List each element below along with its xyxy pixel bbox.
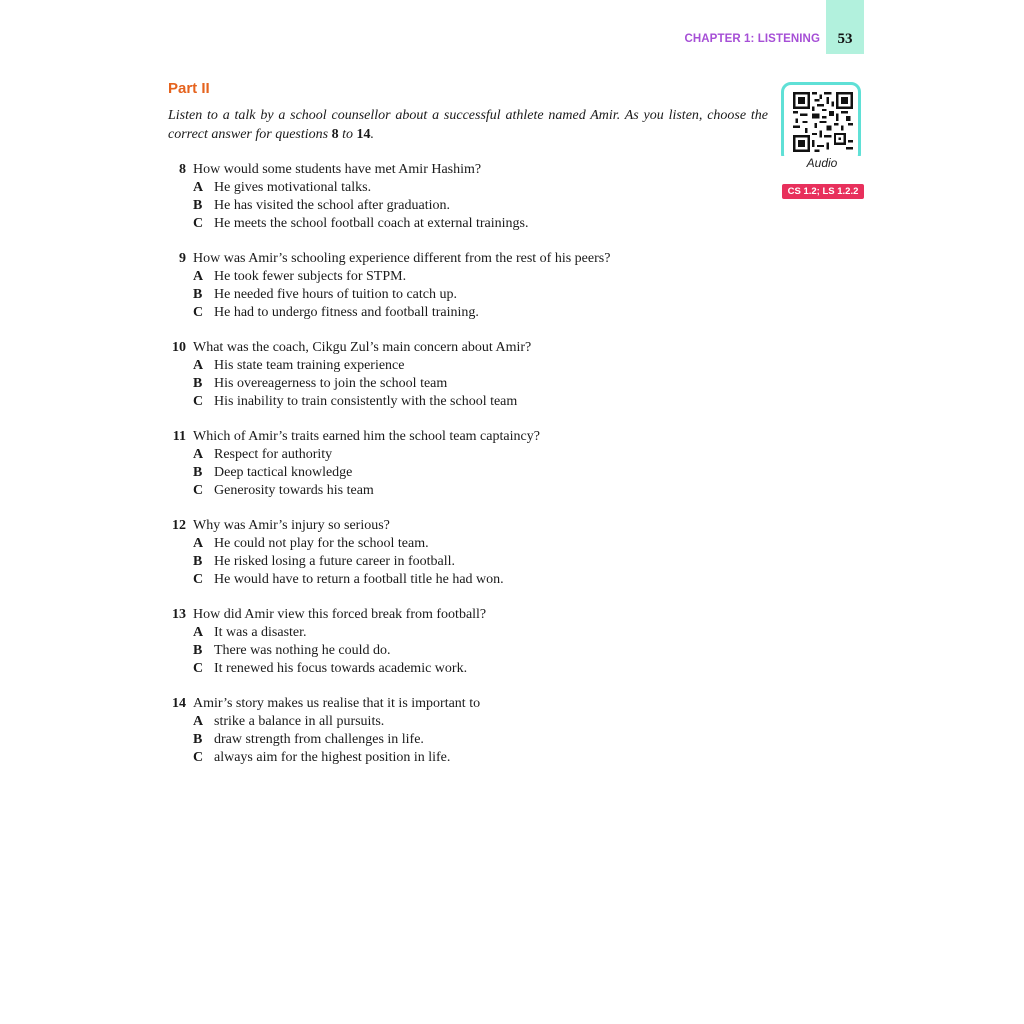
option-text: His overeagerness to join the school team: [214, 376, 448, 391]
option-text: There was nothing he could do.: [214, 643, 391, 658]
option-a: [168, 446, 768, 464]
option-text: He meets the school football coach at external trainings.: [214, 216, 529, 231]
question-number: 10: [172, 340, 186, 355]
option-text: He had to undergo fitness and football training.: [214, 305, 479, 320]
option-letter: C: [193, 750, 204, 765]
option-c: [168, 571, 768, 589]
question-14: [168, 695, 768, 767]
option-a: [168, 713, 768, 731]
option-text: He risked losing a future career in football.: [214, 554, 456, 569]
question-text: Amir’s story makes us realise that it is important to: [193, 696, 481, 711]
option-c: [168, 304, 768, 322]
option-letter: C: [193, 661, 204, 676]
option-letter: A: [193, 180, 204, 195]
question-text: What was the coach, Cikgu Zul’s main concern about Amir?: [193, 340, 532, 355]
question-text: How was Amir’s schooling experience different from the rest of his peers?: [193, 251, 611, 266]
range-start: 8: [331, 126, 339, 142]
option-letter: A: [193, 447, 204, 462]
option-text: His state team training experience: [214, 358, 405, 373]
option-letter: A: [193, 269, 204, 284]
instructions-text: Listen to a talk by a school counsellor about a successful athlete named Amir. As you listen, choose the correct answer for questions: [168, 108, 768, 142]
curriculum-standard-badge: CS 1.2; LS 1.2.2: [782, 184, 864, 199]
option-letter: C: [193, 483, 204, 498]
option-c: [168, 393, 768, 411]
option-a: [168, 179, 768, 197]
range-end: 14: [356, 126, 371, 142]
option-text: He needed five hours of tuition to catch up.: [214, 287, 457, 302]
question-text: How would some students have met Amir Hashim?: [193, 162, 482, 177]
option-text: He gives motivational talks.: [214, 180, 372, 195]
option-text: It renewed his focus towards academic work.: [214, 661, 468, 676]
option-letter: A: [193, 536, 204, 551]
option-letter: C: [193, 305, 204, 320]
option-text: He took fewer subjects for STPM.: [214, 269, 407, 284]
option-text: draw strength from challenges in life.: [214, 732, 424, 747]
chapter-heading: CHAPTER 1: LISTENING: [684, 33, 820, 45]
question-number: 13: [172, 607, 186, 622]
option-letter: A: [193, 714, 204, 729]
option-letter: B: [193, 465, 203, 480]
question-9: [168, 250, 768, 322]
option-letter: B: [193, 198, 203, 213]
option-text: strike a balance in all pursuits.: [214, 714, 385, 729]
question-number: 11: [172, 429, 186, 444]
option-letter: A: [193, 625, 204, 640]
question-text: How did Amir view this forced break from football?: [193, 607, 487, 622]
option-b: [168, 642, 768, 660]
option-letter: B: [193, 554, 203, 569]
option-letter: B: [193, 287, 203, 302]
option-b: [168, 197, 768, 215]
question-text: Which of Amir’s traits earned him the school team captaincy?: [193, 429, 540, 444]
option-b: [168, 375, 768, 393]
question-number: 14: [172, 696, 186, 711]
option-letter: C: [193, 394, 204, 409]
question-11: [168, 428, 768, 500]
option-text: He has visited the school after graduation.: [214, 198, 450, 213]
option-text: Respect for authority: [214, 447, 333, 462]
option-text: Deep tactical knowledge: [214, 465, 353, 480]
instructions: [168, 107, 768, 144]
question-number: 8: [179, 162, 186, 177]
option-text: He would have to return a football title he had won.: [214, 572, 504, 587]
option-letter: A: [193, 358, 204, 373]
question-number: 9: [179, 251, 186, 266]
page-number: 53: [837, 31, 853, 47]
question-10: [168, 339, 768, 411]
option-c: [168, 482, 768, 500]
option-letter: C: [193, 572, 204, 587]
option-c: [168, 749, 768, 767]
question-number: 12: [172, 518, 186, 533]
option-text: always aim for the highest position in life.: [214, 750, 451, 765]
option-c: [168, 660, 768, 678]
range-mid: to: [338, 126, 357, 142]
qr-code-icon: [793, 92, 853, 152]
option-a: [168, 268, 768, 286]
option-a: [168, 624, 768, 642]
option-b: [168, 553, 768, 571]
option-text: His inability to train consistently with the school team: [214, 394, 518, 409]
audio-qr-code[interactable]: [781, 82, 861, 164]
question-12: [168, 517, 768, 589]
range-end-punct: .: [370, 126, 374, 142]
question-list: [168, 161, 768, 784]
question-13: [168, 606, 768, 678]
option-letter: C: [193, 216, 204, 231]
option-text: It was a disaster.: [214, 625, 307, 640]
audio-label: Audio: [781, 156, 863, 170]
option-a: [168, 357, 768, 375]
question-text: Why was Amir’s injury so serious?: [193, 518, 390, 533]
option-text: Generosity towards his team: [214, 483, 374, 498]
option-letter: B: [193, 643, 203, 658]
option-a: [168, 535, 768, 553]
question-8: [168, 161, 768, 233]
part-title: Part II: [168, 80, 210, 97]
option-c: [168, 215, 768, 233]
option-b: [168, 731, 768, 749]
option-text: He could not play for the school team.: [214, 536, 429, 551]
option-letter: B: [193, 376, 203, 391]
option-b: [168, 286, 768, 304]
option-b: [168, 464, 768, 482]
option-letter: B: [193, 732, 203, 747]
